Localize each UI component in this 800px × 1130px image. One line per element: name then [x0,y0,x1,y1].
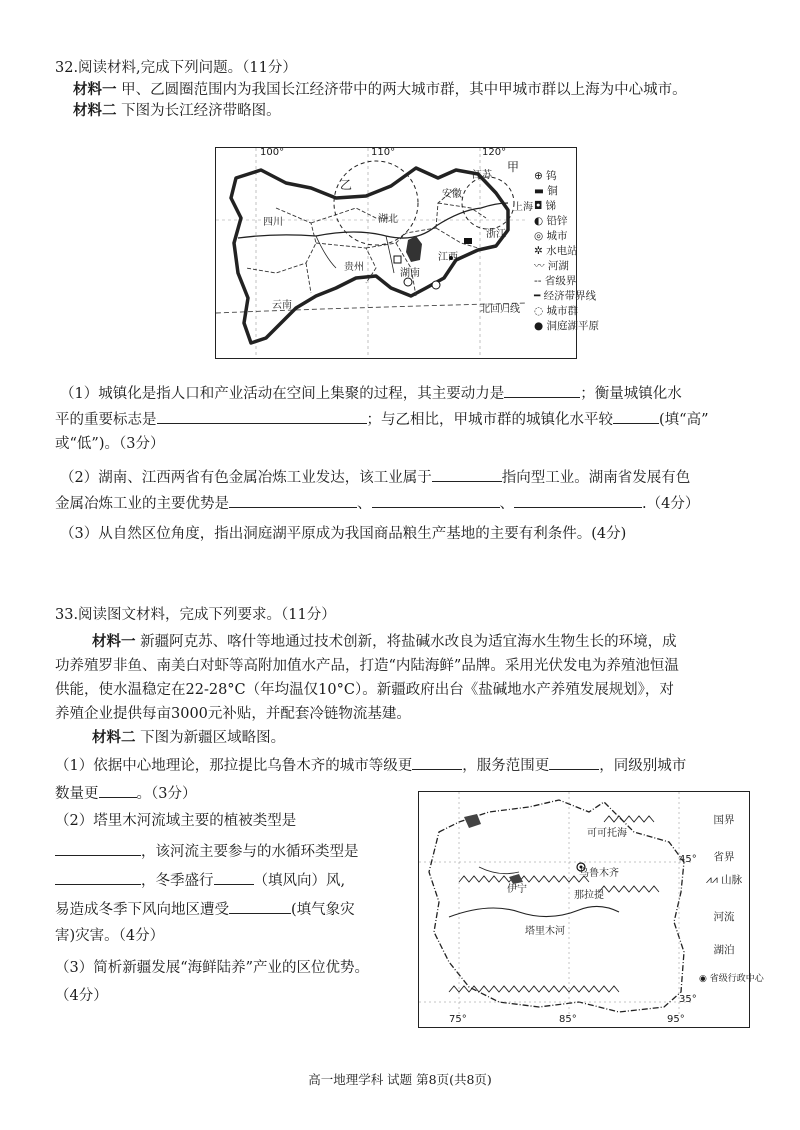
answer-blank[interactable] [372,492,500,508]
q32-material-1-label: 材料一 [73,81,117,98]
place-koktokay: 可可托海 [587,828,627,839]
label-hubei: 湖北 [378,214,398,225]
q32-s3: （3）从自然区位角度，指出洞庭湖平原成为我国商品粮生产基地的主要有利条件。(4分) [60,526,627,542]
answer-blank[interactable] [55,869,141,885]
answer-blank[interactable] [99,782,137,798]
lat-label-35: 35° [679,994,697,1005]
legend-tungsten: ⊕ 钨 [534,170,557,182]
legend-provincial-border: 省界 [713,851,735,863]
label-hunan: 湖南 [400,268,420,279]
place-urumqi: 乌鲁木齐 [579,868,619,879]
q33-s3-line1: （3）简析新疆发展“海鲜陆养”产业的区位优势。 [55,960,370,976]
q33-s2-line3: ，冬季盛行 （填风向）风, [55,869,345,891]
label-jia: 甲 [507,160,520,174]
q32-material-1 [73,80,687,100]
label-yunnan: 云南 [272,300,292,311]
legend-river-lake: 〰 河湖 [534,260,569,272]
place-nalati: 那拉提 [574,890,604,901]
q33-material-2-label: 材料二 [92,729,136,746]
legend-dongting-plain: ● 洞庭湖平原 [534,320,599,332]
legend-city: ◎ 城市 [534,230,568,242]
q33-material-1-line1: 材料一 新疆阿克苏、喀什等地通过技术创新，将盐碱水改良为适宜海水生物生长的环境，成 [92,633,677,650]
q33-s1-line1: （1）依据中心地理论，那拉提比乌鲁木齐的城市等级更 ，服务范围更 ，同级别城市 [55,754,686,776]
xinjiang-map-legend [699,800,764,984]
lon-label-75: 75° [449,1014,467,1025]
legend-city-group: ◌ 城市群 [534,305,578,317]
label-anhui: 安徽 [442,189,462,200]
page-footer: 高一地理学科 试题 第8页(共8页) [308,1072,492,1087]
q32-s1-line2: 平的重要标志是 ；与乙相比，甲城市群的城镇化水平较 (填“高” [55,408,708,430]
q32-material-1-text: 甲、乙圆圈范围内为我国长江经济带中的两大城市群，其中甲城市群以上海为中心城市。 [121,82,687,98]
yangtze-belt-map [215,147,599,359]
xinjiang-map [418,791,764,1028]
q32-s2-line2: 金属冶炼工业的主要优势是 、 、 .（4分） [55,492,699,514]
answer-blank[interactable] [549,754,599,770]
lon-label-85: 85° [559,1014,577,1025]
yangtze-map-legend [534,168,599,333]
q33-s3-line2: （4分） [55,988,108,1004]
q33-material-1-line4: 养殖企业提供每亩3000元补贴，并配套冷链物流基建。 [55,706,411,722]
legend-mountain: ⩘⩘ 山脉 [705,874,743,886]
legend-capital: ◉ 省级行政中心 [699,974,764,984]
label-sichuan: 四川 [263,217,283,228]
tropic-label: 北回归线 [480,304,520,315]
legend-belt-boundary: ━ 经济带界线 [534,290,597,302]
answer-blank[interactable] [55,840,141,856]
q33-s2-line4: 易造成冬季下风向地区遭受 (填气象灾 [55,898,355,920]
lat-label-45: 45° [679,854,697,865]
q32-s1-line1: （1）城镇化是指人口和产业活动在空间上集聚的过程，其主要动力是 ；衡量城镇化水 [60,382,682,404]
answer-blank[interactable] [613,408,659,424]
answer-blank[interactable] [514,492,642,508]
label-jiangxi: 江西 [438,252,458,263]
legend-copper: ▬ 铜 [534,185,558,197]
q32-s1-line3: 或“低”)。（3分） [55,436,165,452]
label-shanghai: 上海 [513,202,533,213]
label-guizhou: 贵州 [344,262,364,273]
yangtze-map-svg [216,148,599,358]
answer-blank[interactable] [229,898,291,914]
answer-blank[interactable] [432,466,502,482]
lon-label-100: 100° [260,147,285,158]
q33-material-2: 材料二 下图为新疆区域略图。 [92,729,286,746]
lon-label-110: 110° [371,147,396,158]
q32-header: 32.阅读材料,完成下列问题。（11分） [55,60,297,76]
answer-blank[interactable] [157,408,367,424]
lon-label-120: 120° [482,147,507,158]
q33-s2-line1: （2）塔里木河流域主要的植被类型是 [55,813,297,829]
q32-material-2-label: 材料二 [73,102,117,119]
q33-material-1-label: 材料一 [92,633,136,650]
place-tarim-river: 塔里木河 [525,926,565,937]
q32-material-2-text: 下图为长江经济带略图。 [121,103,281,119]
label-yi: 乙 [340,178,353,192]
place-yining: 伊宁 [507,884,527,895]
q32-material-2 [73,101,281,121]
legend-national-border: 国界 [713,814,735,826]
label-zhejiang: 浙江 [486,229,506,240]
q32-s2-line1: （2）湖南、江西两省有色金属冶炼工业发达，该工业属于 指向型工业。湖南省发展有色 [60,466,690,488]
legend-provincial-boundary: -- 省级界 [534,275,577,287]
q33-material-1-line3: 供能，使水温稳定在22-28°C（年均温仅10°C）。新疆政府出台《盐碱地水产养殖发展规划》，对 [55,682,674,698]
legend-river: 河流 [713,911,735,923]
legend-lead-zinc: ◐ 铅锌 [534,215,568,227]
lon-label-95: 95° [667,1014,685,1025]
legend-lake: 湖泊 [713,944,735,956]
q33-s2-line2: ，该河流主要参与的水循环类型是 [55,840,359,862]
q33-material-1-line2: 功养殖罗非鱼、南美白对虾等高附加值水产品，打造“内陆海鲜”品牌。采用光伏发电为养殖池恒温 [55,658,679,674]
answer-blank[interactable] [214,869,254,885]
legend-antimony: ◘ 锑 [534,200,557,212]
q33-s1-line2: 数量更 。（3分） [55,782,196,804]
q33-header: 33.阅读图文材料，完成下列要求。（11分） [55,607,336,623]
label-jiangsu: 江苏 [472,170,492,181]
legend-hydropower: ✲ 水电站 [534,245,578,257]
q33-s2-line5: 害)灾害。（4分） [55,928,165,944]
answer-blank[interactable] [229,492,357,508]
answer-blank[interactable] [504,382,580,398]
answer-blank[interactable] [412,754,462,770]
